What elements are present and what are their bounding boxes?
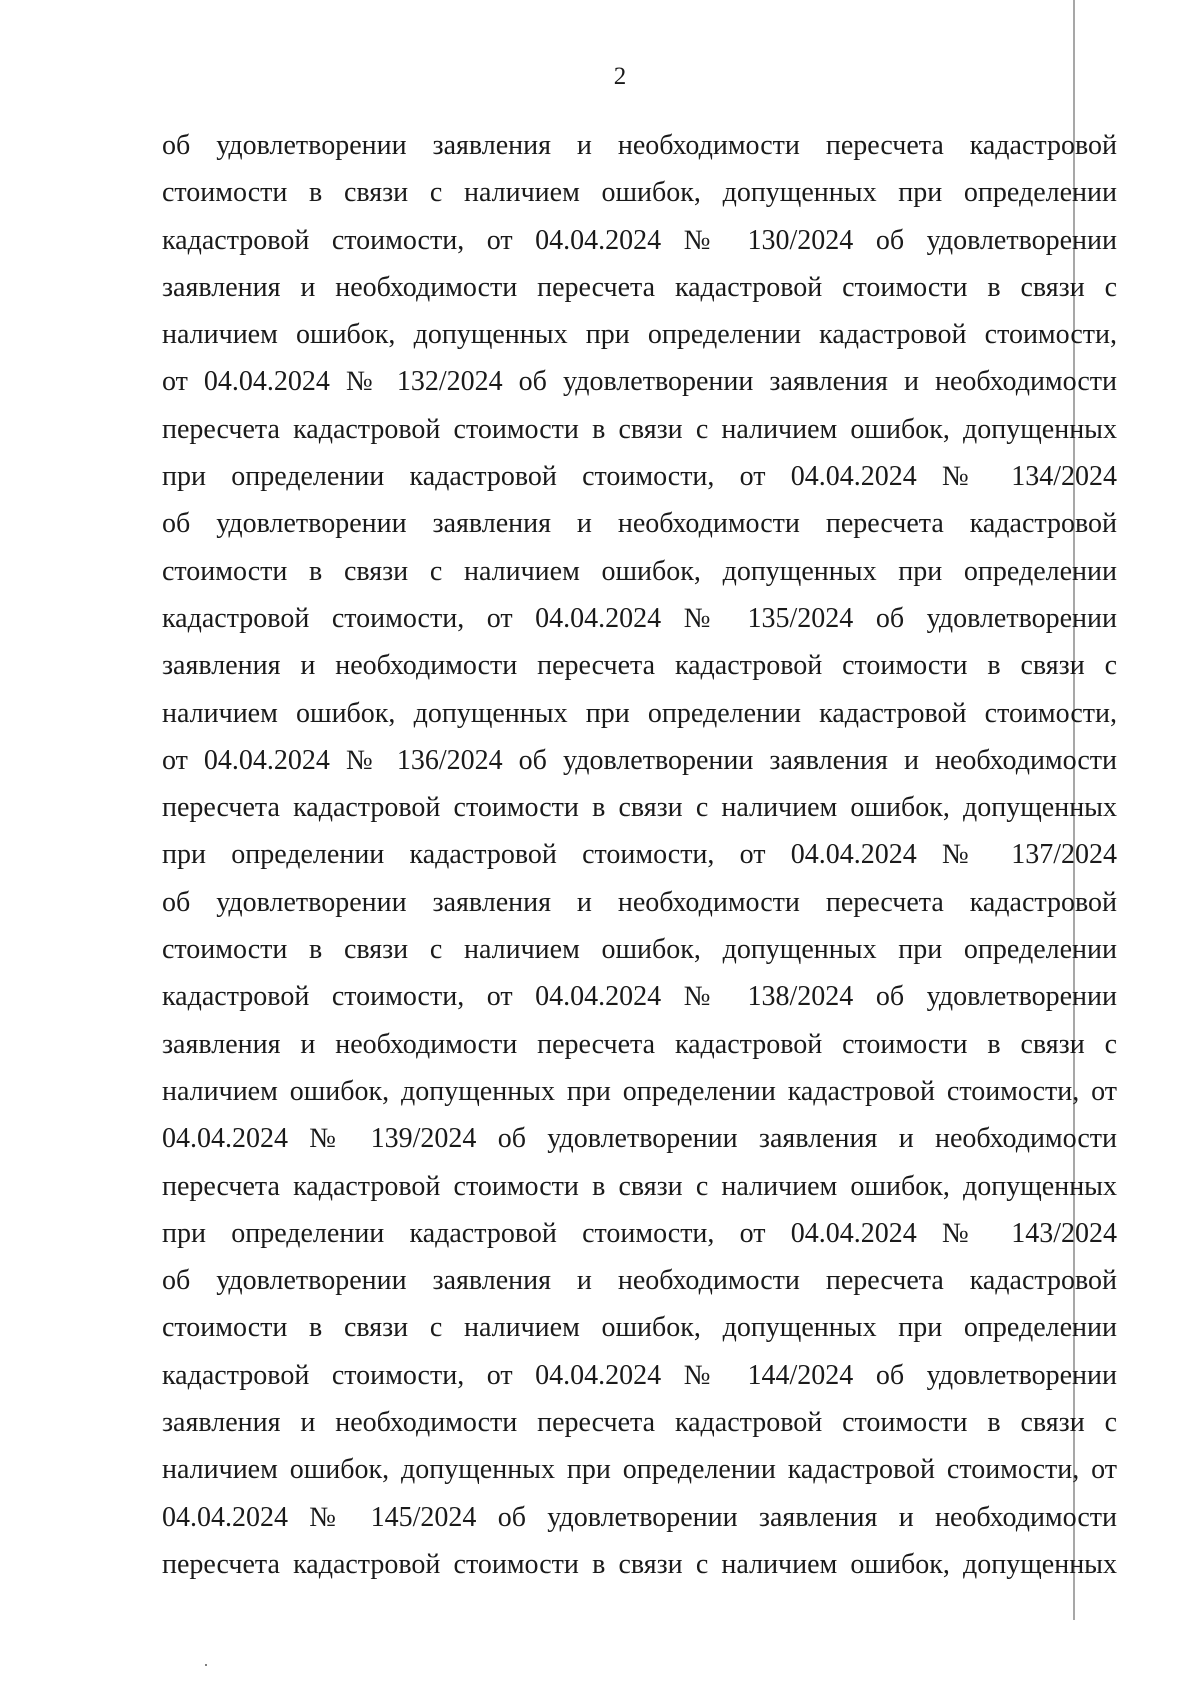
text-line: стоимости в связи с наличием ошибок, допущенных при определении bbox=[162, 1312, 1117, 1344]
text-line: наличием ошибок, допущенных при определении кадастровой стоимости, от bbox=[162, 1454, 1117, 1486]
text-line: пересчета кадастровой стоимости в связи с наличием ошибок, допущенных bbox=[162, 1170, 1117, 1202]
text-line: об удовлетворении заявления и необходимости пересчета кадастровой bbox=[162, 508, 1117, 540]
text-line: наличием ошибок, допущенных при определении кадастровой стоимости, от bbox=[162, 1075, 1117, 1107]
text-line: кадастровой стоимости, от 04.04.2024 № 144/2024 об удовлетворении bbox=[162, 1359, 1117, 1391]
text-line: стоимости в связи с наличием ошибок, допущенных при определении bbox=[162, 555, 1117, 587]
text-line: заявления и необходимости пересчета кадастровой стоимости в связи с bbox=[162, 650, 1117, 682]
text-line: от 04.04.2024 № 132/2024 об удовлетворении заявления и необходимости bbox=[162, 366, 1117, 398]
text-line: наличием ошибок, допущенных при определении кадастровой стоимости, bbox=[162, 319, 1117, 351]
text-line: об удовлетворении заявления и необходимости пересчета кадастровой bbox=[162, 130, 1117, 161]
text-line: пересчета кадастровой стоимости в связи с наличием ошибок, допущенных bbox=[162, 413, 1117, 445]
text-line: заявления и необходимости пересчета кадастровой стоимости в связи с bbox=[162, 1407, 1117, 1439]
text-line: пересчета кадастровой стоимости в связи с наличием ошибок, допущенных bbox=[162, 792, 1117, 824]
text-line: стоимости в связи с наличием ошибок, допущенных при определении bbox=[162, 177, 1117, 209]
text-line: об удовлетворении заявления и необходимости пересчета кадастровой bbox=[162, 1265, 1117, 1297]
text-line: при определении кадастровой стоимости, от 04.04.2024 № 134/2024 bbox=[162, 461, 1117, 493]
text-line: 04.04.2024 № 145/2024 об удовлетворении заявления и необходимости bbox=[162, 1501, 1117, 1533]
text-line: наличием ошибок, допущенных при определении кадастровой стоимости, bbox=[162, 697, 1117, 729]
text-line: об удовлетворении заявления и необходимости пересчета кадастровой bbox=[162, 886, 1117, 918]
scan-artifact-dot bbox=[205, 1664, 207, 1666]
page-number: 2 bbox=[613, 63, 627, 90]
body-text bbox=[162, 122, 1117, 1588]
text-line: кадастровой стоимости, от 04.04.2024 № 135/2024 об удовлетворении bbox=[162, 602, 1117, 634]
text-line: от 04.04.2024 № 136/2024 об удовлетворении заявления и необходимости bbox=[162, 744, 1117, 776]
text-line: 04.04.2024 № 139/2024 об удовлетворении заявления и необходимости bbox=[162, 1123, 1117, 1155]
text-line: кадастровой стоимости, от 04.04.2024 № 138/2024 об удовлетворении bbox=[162, 981, 1117, 1013]
text-line: пересчета кадастровой стоимости в связи с наличием ошибок, допущенных bbox=[162, 1548, 1117, 1580]
text-line: кадастровой стоимости, от 04.04.2024 № 130/2024 об удовлетворении bbox=[162, 224, 1117, 256]
text-line: заявления и необходимости пересчета кадастровой стоимости в связи с bbox=[162, 1028, 1117, 1060]
text-line: при определении кадастровой стоимости, от 04.04.2024 № 143/2024 bbox=[162, 1217, 1117, 1249]
text-line: заявления и необходимости пересчета кадастровой стоимости в связи с bbox=[162, 271, 1117, 303]
text-line: стоимости в связи с наличием ошибок, допущенных при определении bbox=[162, 934, 1117, 966]
text-line: при определении кадастровой стоимости, от 04.04.2024 № 137/2024 bbox=[162, 839, 1117, 871]
